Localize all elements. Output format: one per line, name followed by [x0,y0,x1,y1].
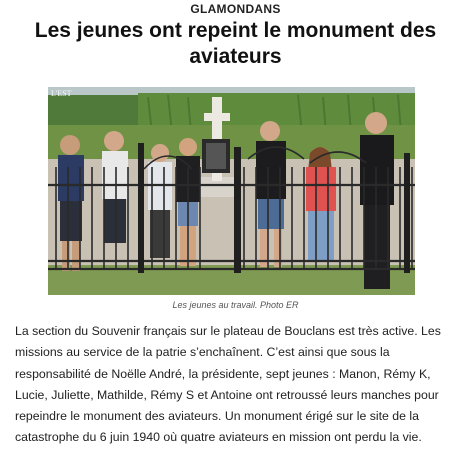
photo-caption [0,300,471,310]
article-kicker: GLAMONDANS [190,2,281,16]
article-photo [48,87,415,295]
photo-illustration [48,87,415,295]
article-body: La section du Souvenir français sur le plateau de Bouclans est très active. Les missions au service de la patrie s’enchaînent. C’est ainsi que sous la responsabilité de Noëlle André, la présidente, sept jeunes : Manon, Rémy K, Lucie, Juliette, Mathilde, Rémy S et Antoine ont retroussé leurs manches pour repeindre le monument des aviateurs. Un monument érigé sur le site de la catastrophe du 6 juin 1940 où quatre aviateurs en mission ont perdu la vie. [15,324,441,445]
photo-watermark: L'EST [51,89,72,98]
caption-credit: Photo ER [260,300,299,310]
caption-text: Les jeunes au travail. [172,300,258,310]
article-headline: Les jeunes ont repeint le monument des aviateurs [34,19,437,68]
